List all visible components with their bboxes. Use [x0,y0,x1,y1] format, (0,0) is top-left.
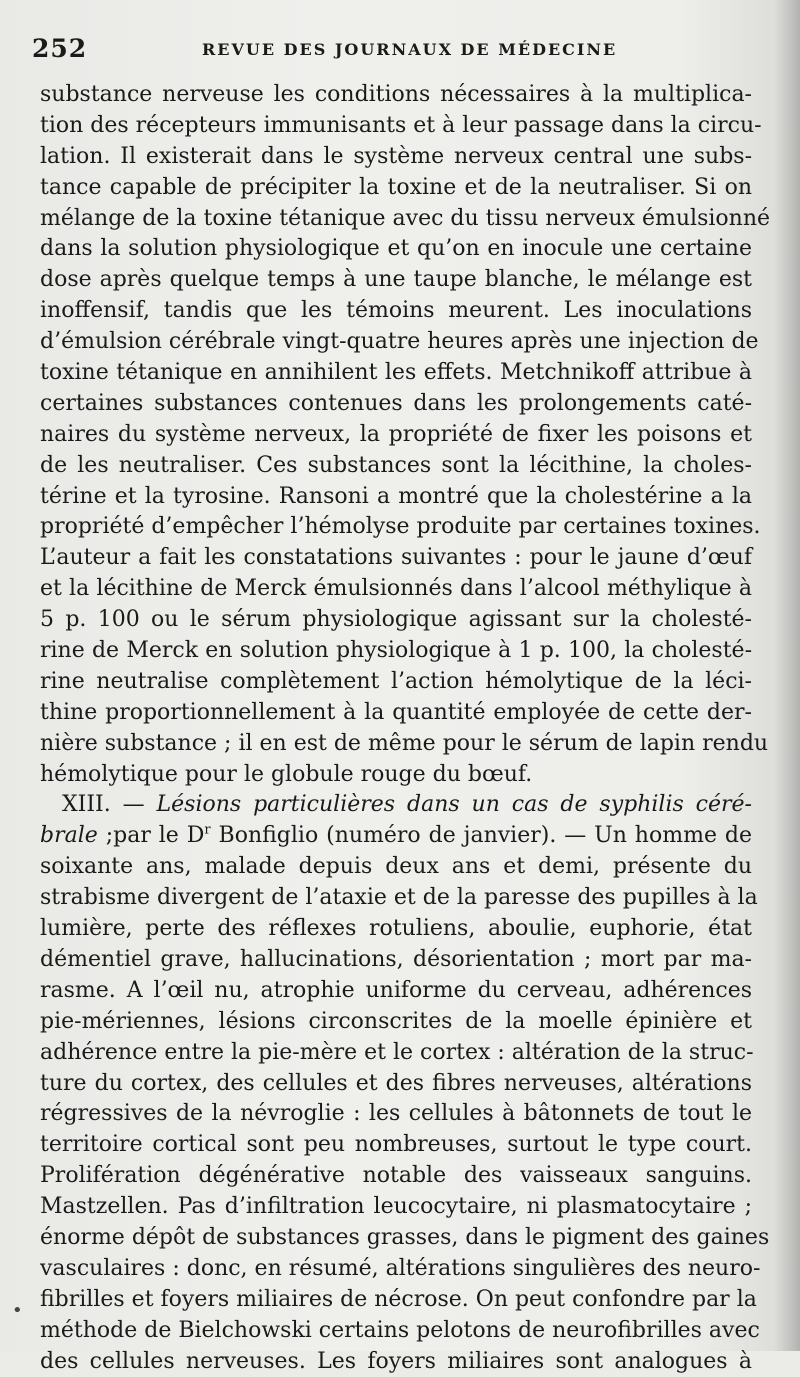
text-line: certaines substances contenues dans les prolongements caté- [40,390,752,416]
stray-ink-dot: • [12,1300,23,1321]
section-title: Lésions particulières dans un cas de syphilis céré- [156,792,752,818]
text-line: 5 p. 100 ou le sérum physiologique agissant sur la cholesté- [40,607,752,633]
text-line: naires du système nerveux, la propriété de fixer les poisons et [40,421,752,447]
section-heading-line [40,790,752,821]
text-line: tion des récepteurs immunisants et à leur passage dans la circu- [40,112,762,138]
byline-prefix: ;par le D [97,823,205,849]
text-line: adhérence entre la pie-mère et le cortex : altération de la struc- [40,1039,754,1065]
page-number: 252 [32,34,88,63]
text-line: strabisme divergent de l’ataxie et de la paresse des pupilles à la [40,885,758,911]
text-line: rine neutralise complètement l’action hémolytique de la léci- [40,668,752,694]
section-number: XIII. — [62,792,157,818]
text-line: nière substance ; il en est de même pour le sérum de lapin rendu [40,730,769,756]
text-line: dans la solution physiologique et qu’on en inocule une certaine [40,236,752,262]
text-line: dose après quelque temps à une taupe blanche, le mélange est [40,267,752,293]
text-line: substance nerveuse les conditions nécessaires à la multiplica- [40,82,752,107]
text-line: Mastzellen. Pas d’infiltration leucocytaire, ni plasmatocytaire ; [40,1194,752,1220]
text-line: méthode de Bielchowski certains pelotons de neurofibrilles avec [40,1317,760,1343]
text-line: toxine tétanique en annihilent les effets. Metchnikoff attribue à [40,360,752,386]
text-line: ture du cortex, des cellules et des fibres nerveuses, altérations [40,1070,752,1096]
text-line: Prolifération dégénérative notable des vaisseaux sanguins. [40,1163,752,1189]
section-title-end: brale [40,823,98,849]
byline-text: Bonfiglio (numéro de janvier). — Un homme de [210,823,752,849]
text-line: fibrilles et foyers miliaires de nécrose. On peut confondre par la [40,1286,757,1312]
text-line: tance capable de précipiter la toxine et de la neutraliser. Si on [40,174,752,200]
text-line: propriété d’empêcher l’hémolyse produite par certaines toxines. [40,514,761,540]
text-line: territoire cortical sont peu nombreuses, surtout le type court. [40,1132,752,1158]
text-line: lation. Il existerait dans le système nerveux central une subs- [40,143,752,169]
text-line: des cellules nerveuses. Les foyers miliaires sont analogues à [40,1348,752,1374]
text-line: pie-mériennes, lésions circonscrites de la moelle épinière et [40,1008,752,1034]
text-line: térine et la tyrosine. Ransoni a montré que la cholestérine a la [40,483,752,509]
section-byline-line [40,821,752,852]
text-line: démentiel grave, hallucinations, désorientation ; mort par ma- [40,946,752,972]
text-line: et la lécithine de Merck émulsionnés dans l’alcool méthylique à [40,576,752,602]
page-edge-shadow [774,0,800,1351]
text-line: énorme dépôt de substances grasses, dans le pigment des gaines [40,1224,770,1250]
body-text [40,80,771,1377]
text-line: inoffensif, tandis que les témoins meurent. Les inoculations [40,298,752,324]
text-line: mélange de la toxine tétanique avec du tissu nerveux émulsionné [40,205,771,231]
text-line: thine proportionnellement à la quantité employée de cette der- [40,699,752,725]
text-line: lumière, perte des réflexes rotuliens, aboulie, euphorie, état [40,916,752,942]
text-line: régressives de la névroglie : les cellules à bâtonnets de tout le [40,1101,752,1127]
text-line: L’auteur a fait les constatations suivantes : pour le jaune d’œuf [40,545,752,571]
running-head: REVUE DES JOURNAUX DE MÉDECINE [202,40,618,59]
text-line: rine de Merck en solution physiologique à 1 p. 100, la cholesté- [40,638,752,664]
text-line: vasculaires : donc, en résumé, altérations singulières des neuro- [40,1255,761,1281]
text-line: de les neutraliser. Ces substances sont la lécithine, la choles- [40,452,752,478]
doctor-abbrev-superscript: r [204,823,211,839]
paragraph-end-line: hémolytique pour le globule rouge du bœuf. [40,761,533,787]
text-line: rasme. A l’œil nu, atrophie uniforme du cerveau, adhérences [40,977,752,1003]
page-header [32,34,762,68]
text-line: d’émulsion cérébrale vingt-quatre heures après une injection de [40,329,759,355]
text-line: soixante ans, malade depuis deux ans et demi, présente du [40,854,752,880]
